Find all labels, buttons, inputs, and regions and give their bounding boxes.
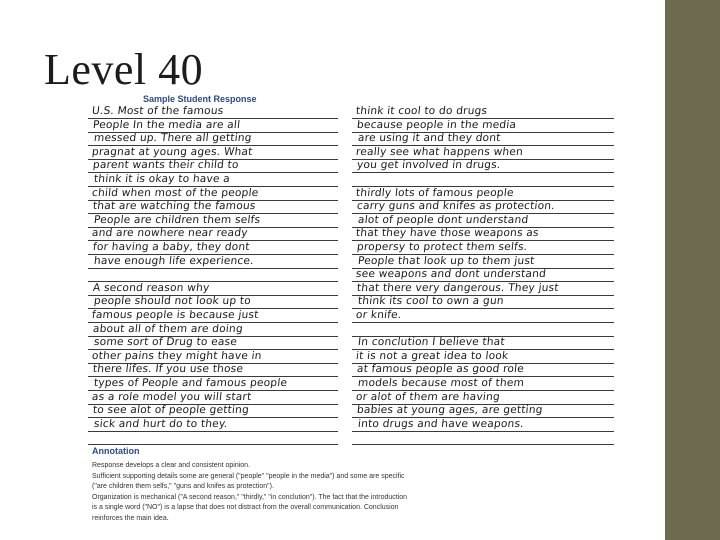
handwritten-line: or knife. — [355, 309, 403, 321]
handwritten-line: that they have those weapons as — [355, 227, 540, 240]
handwritten-line: have enough life experience. — [93, 254, 255, 267]
ruled-line — [352, 322, 614, 323]
handwritten-line: think its cool to own a gun — [357, 295, 505, 308]
handwritten-line: as a role model you will start — [91, 390, 253, 403]
slide-sidebar-bar — [665, 0, 720, 540]
handwritten-line: for having a baby, they dont — [92, 241, 251, 253]
annotation-line: ("are children them selfs," "guns and knifes as protection"). — [92, 483, 274, 490]
handwritten-line: about all of them are doing — [92, 322, 244, 335]
handwritten-line: to see alot of people getting — [92, 404, 250, 417]
handwritten-line: People that look up to them just — [357, 254, 536, 267]
handwritten-line: A second reason why — [92, 281, 211, 294]
annotation-heading: Annotation — [92, 446, 140, 456]
annotation-line: Response develops a clear and consistent opinion. — [92, 462, 250, 469]
ruled-line — [88, 431, 338, 432]
handwritten-line: parent wants their child to — [92, 159, 240, 172]
handwritten-line: alot of people dont understand — [357, 213, 530, 226]
slide-title: Level 40 — [44, 45, 204, 94]
sample-response-label: Sample Student Response — [143, 94, 257, 104]
handwritten-line: messed up. There all getting — [93, 132, 253, 145]
handwritten-line: that are watching the famous — [92, 200, 257, 213]
handwritten-line: think it is okay to have a — [93, 173, 231, 185]
handwritten-line: see weapons and dont understand — [355, 268, 547, 281]
ruled-line — [88, 268, 338, 269]
handwritten-line: babies at young ages, are getting — [356, 404, 544, 417]
handwritten-line: thirdly lots of famous people — [355, 186, 515, 199]
handwritten-line: into drugs and have weapons. — [357, 417, 525, 430]
handwritten-line: In conclution I believe that — [357, 336, 506, 349]
handwritten-line: or alot of them are having — [355, 390, 501, 403]
handwritten-line: because people in the media — [356, 118, 517, 131]
handwritten-line: some sort of Drug to ease — [93, 336, 238, 349]
handwritten-line: carry guns and knifes as protection. — [356, 200, 556, 213]
handwritten-line: there lifes. If you use those — [92, 363, 244, 376]
handwritten-line: people should not look up to — [93, 295, 252, 308]
handwritten-line: other pains they might have in — [91, 349, 263, 362]
annotation-line: reinforces the main idea. — [92, 514, 169, 522]
handwritten-line: think it cool to do drugs — [355, 105, 488, 117]
handwritten-page-right — [352, 106, 614, 432]
handwritten-line: at famous people as good role — [356, 363, 525, 376]
handwritten-line: propersy to protect them selfs. — [356, 241, 528, 253]
handwritten-line: child when most of the people — [91, 186, 260, 199]
handwritten-line: and are nowhere near ready — [91, 227, 249, 240]
annotation-line: is a single word ("NO") is a lapse that does not distract from the overall communication. Conclusion — [92, 504, 399, 511]
ruled-line — [352, 431, 614, 432]
handwritten-line: sick and hurt do to they. — [93, 417, 229, 430]
handwritten-line: really see what happens when — [355, 145, 524, 158]
annotation-line: Organization is mechanical ("A second reason," "thirdly," "in conclution"). The fact that the introduction — [92, 493, 408, 501]
handwritten-line: types of People and famous people — [93, 377, 288, 389]
annotation-line: Sufficient supporting details some are general ("people" "people in the media") and some are specific — [92, 472, 405, 480]
handwritten-line: it is not a great idea to look — [355, 349, 509, 362]
handwritten-line: models because most of them — [357, 377, 525, 389]
handwritten-line: famous people is because just — [91, 309, 260, 321]
handwritten-line: you get involved in drugs. — [356, 159, 502, 172]
handwritten-line: pragnat at young ages. What — [91, 145, 254, 158]
handwritten-line: People In the media are all — [92, 118, 241, 131]
ruled-line — [352, 172, 614, 173]
handwritten-line: People are children them selfs — [93, 213, 261, 226]
handwritten-line: are using it and they dont — [357, 132, 502, 145]
handwritten-line: that there very dangerous. They just — [356, 281, 560, 294]
ruled-line — [352, 444, 614, 445]
handwritten-page-left — [88, 106, 338, 442]
handwritten-line: U.S. Most of the famous — [91, 105, 225, 117]
